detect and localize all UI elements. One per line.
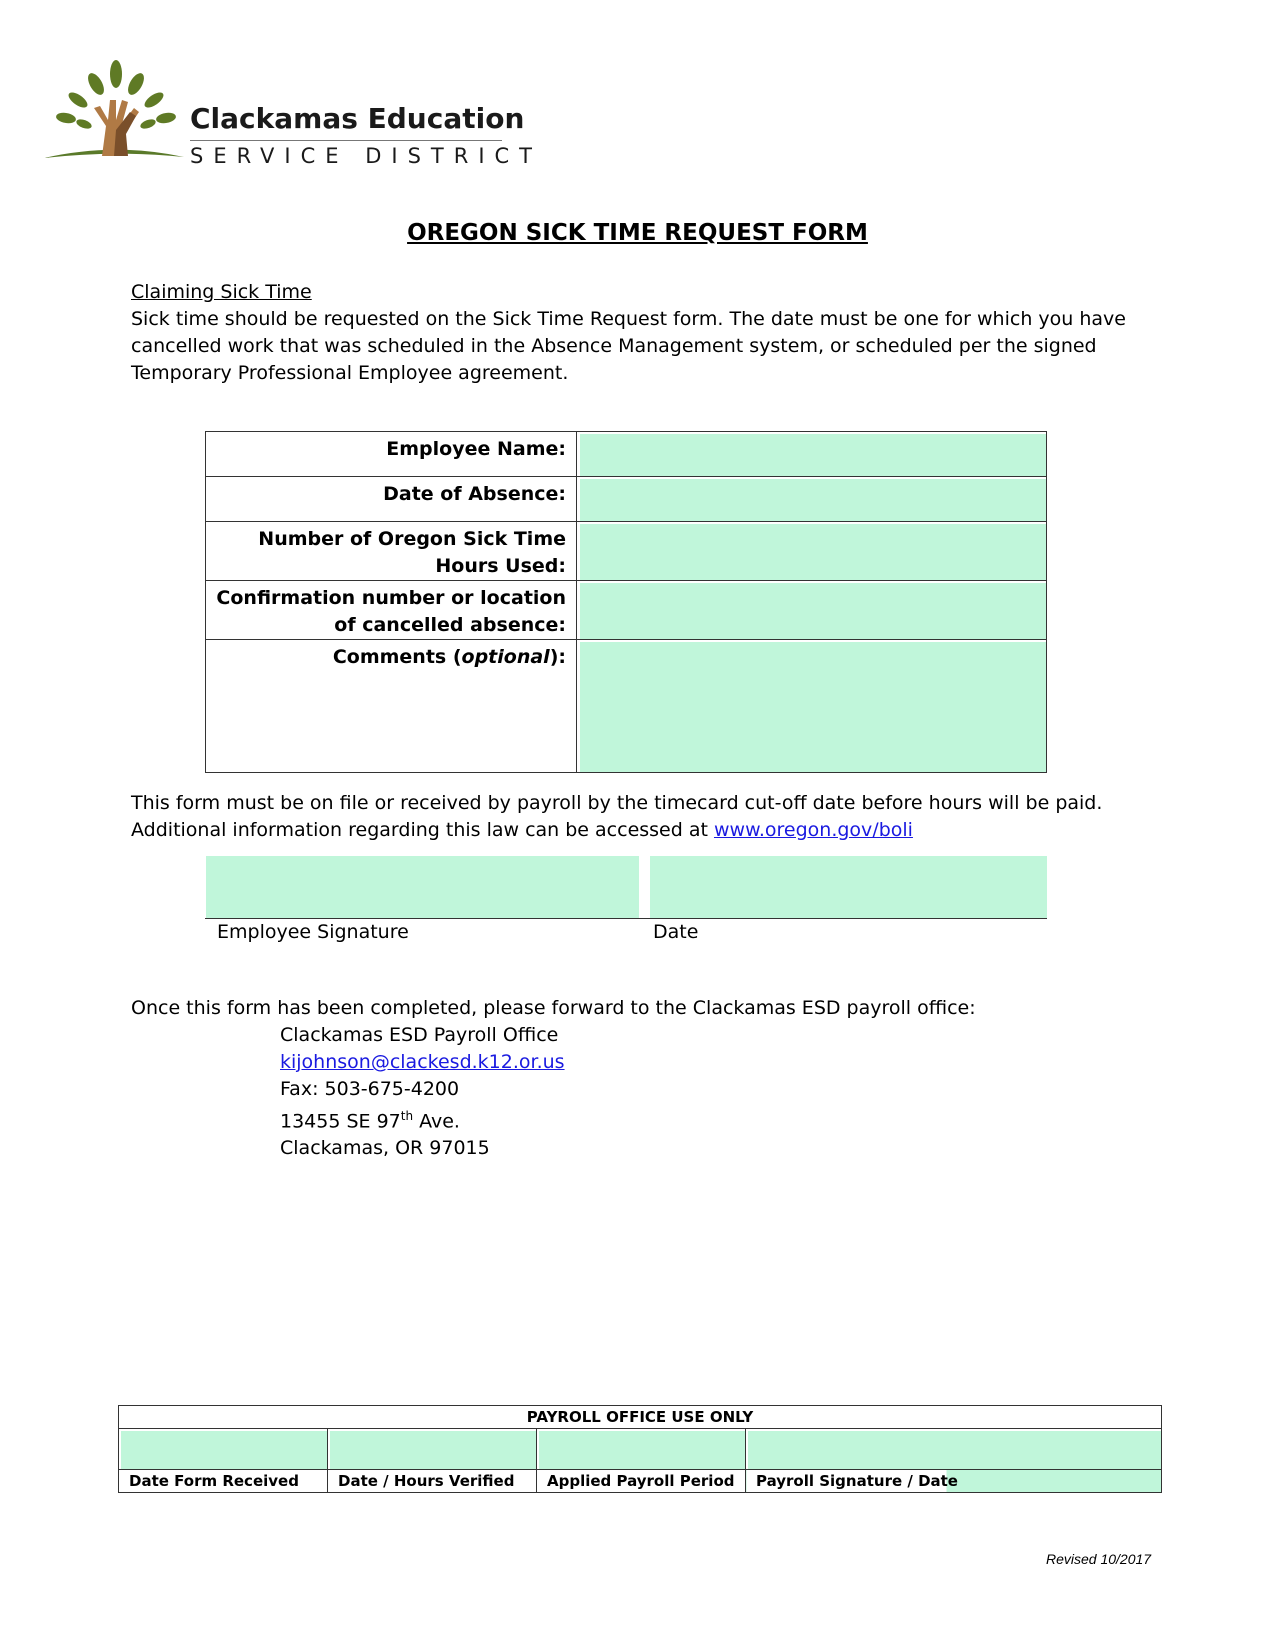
hours-used-label-line1: Number of Oregon Sick Time (258, 528, 566, 550)
date-form-received-field[interactable] (119, 1429, 328, 1470)
notice-line2-prefix: Additional information regarding this law can be accessed at (131, 819, 714, 841)
notice-line2 (131, 817, 1191, 844)
logo-divider (190, 140, 502, 141)
street-ordinal: th (400, 1109, 414, 1123)
payroll-city: Clackamas, OR 97015 (280, 1137, 490, 1160)
date-form-received-label: Date Form Received (119, 1470, 328, 1493)
forward-instructions: Once this form has been completed, please forward to the Clackamas ESD payroll office: (131, 997, 976, 1019)
org-subtitle: SERVICE DISTRICT (190, 144, 543, 168)
hours-used-field[interactable] (577, 522, 1047, 581)
date-of-absence-field[interactable] (577, 477, 1047, 522)
hours-used-label (206, 522, 577, 581)
payroll-email-link[interactable]: kijohnson@clackesd.k12.or.us (280, 1051, 565, 1073)
boli-link[interactable]: www.oregon.gov/boli (713, 819, 913, 841)
intro-body: Sick time should be requested on the Sick Time Request form. The date must be one for which you have cancelled work that was scheduled in the Absence Management system, or scheduled per the signed Temporary Professional Employee agreement. (131, 308, 1126, 384)
revision-note: Revised 10/2017 (1046, 1551, 1152, 1567)
confirmation-label-line1: Confirmation number or location (216, 587, 566, 609)
applied-payroll-period-field[interactable] (537, 1429, 746, 1470)
confirmation-label (206, 581, 577, 640)
date-hours-verified-label: Date / Hours Verified (328, 1470, 537, 1493)
employee-signature-label: Employee Signature (217, 921, 409, 943)
employee-name-field[interactable] (577, 432, 1047, 477)
comments-label-prefix: Comments ( (332, 646, 462, 668)
comments-field[interactable] (577, 640, 1047, 773)
employee-signature-field[interactable] (206, 856, 639, 918)
street-prefix: 13455 SE 97 (280, 1110, 401, 1133)
payroll-signature-label: Payroll Signature / Date (746, 1470, 1162, 1493)
payroll-office-name: Clackamas ESD Payroll Office (280, 1024, 559, 1046)
comments-label-suffix: ): (549, 646, 566, 668)
payroll-fax: Fax: 503-675-4200 (280, 1078, 460, 1100)
payroll-signature-field[interactable] (746, 1429, 1162, 1470)
notice-line1: This form must be on file or received by payroll by the timecard cut-off date before hours will be paid. (131, 792, 1103, 814)
street-suffix: Ave. (413, 1110, 460, 1133)
tree-hands-logo-icon (44, 56, 194, 171)
confirmation-label-line2: of cancelled absence: (334, 614, 566, 636)
org-name: Clackamas Education (190, 102, 525, 135)
signature-date-field[interactable] (650, 856, 1047, 918)
date-hours-verified-field[interactable] (328, 1429, 537, 1470)
payroll-street (280, 1103, 565, 1135)
date-of-absence-label: Date of Absence: (206, 477, 577, 522)
payroll-address (280, 1022, 565, 1162)
org-logo (44, 56, 543, 171)
payroll-office-table (118, 1405, 1162, 1493)
signature-line (205, 918, 1047, 919)
sick-time-form-table (205, 431, 1047, 773)
comments-label (206, 640, 577, 773)
confirmation-field[interactable] (577, 581, 1047, 640)
payroll-office-header: PAYROLL OFFICE USE ONLY (119, 1406, 1162, 1429)
signature-date-label: Date (653, 921, 699, 943)
employee-name-label: Employee Name: (206, 432, 577, 477)
comments-label-optional: optional (461, 646, 550, 668)
applied-payroll-period-label: Applied Payroll Period (537, 1470, 746, 1493)
payroll-notice (131, 790, 1191, 844)
hours-used-label-line2: Hours Used: (435, 555, 566, 577)
form-title: OREGON SICK TIME REQUEST FORM (407, 220, 868, 246)
intro-heading: Claiming Sick Time (131, 281, 312, 303)
